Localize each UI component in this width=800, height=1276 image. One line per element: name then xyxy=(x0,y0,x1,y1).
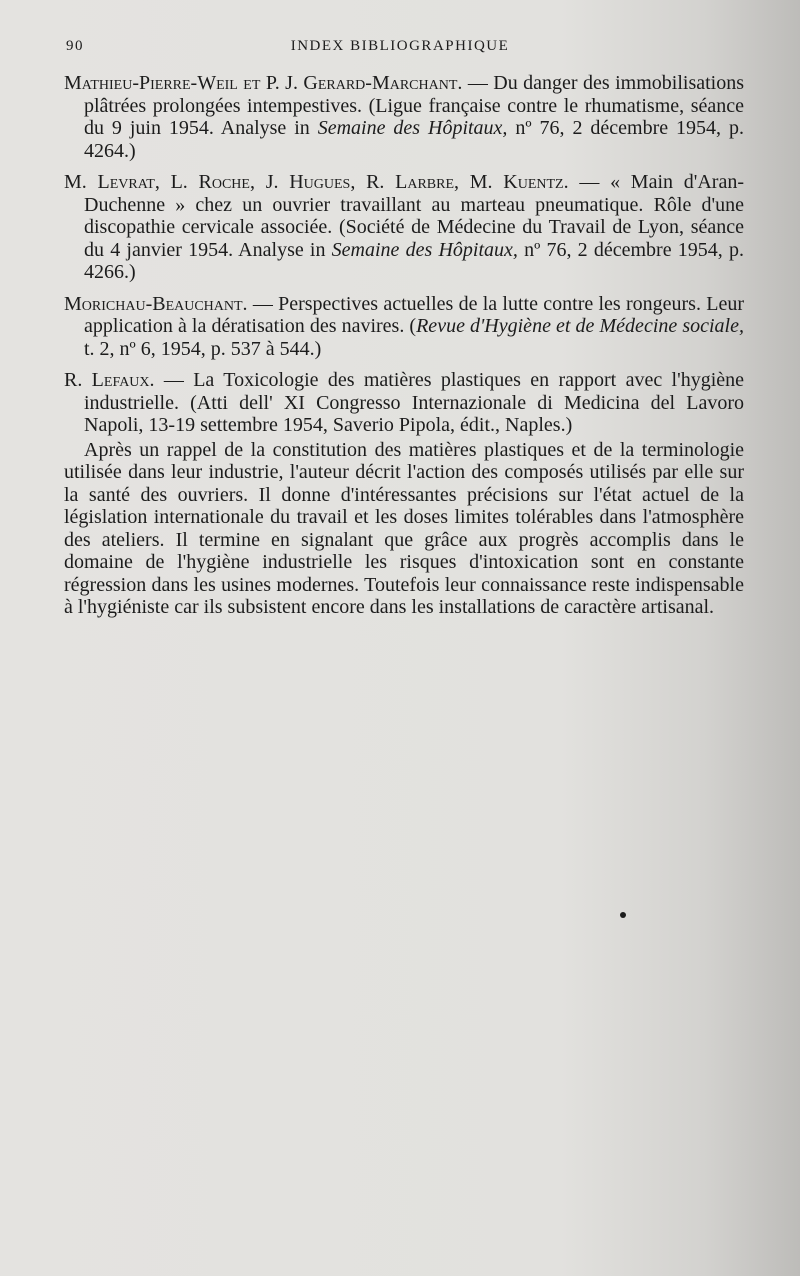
entry-reference: t. 2, nº 6, 1954, p. 537 à 544.) xyxy=(84,337,322,360)
bibliography-entry xyxy=(64,72,744,162)
entry-author: M. Levrat, L. Roche, J. Hugues, R. Larbre, M. Kuentz. xyxy=(64,171,569,193)
entry-journal: Semaine des Hôpitaux, xyxy=(331,238,518,261)
entry-text: — « Main d'Aran-Duchenne » chez un ouvrier travaillant au marteau pneumatique. Rôle d'une discopathie cervicale associée. (Société de Médecine du Travail de Lyon, séance du 4 janvier 1954. Analyse in xyxy=(84,171,744,261)
bibliography-content xyxy=(64,72,744,619)
entry-text: — Perspectives actuelles de la lutte contre les rongeurs. Leur application à la dératisation des navires. ( xyxy=(84,292,744,337)
page-number: 90 xyxy=(66,38,84,54)
entry-journal: Revue d'Hygiène et de Médecine sociale, xyxy=(416,315,744,337)
page-header xyxy=(66,38,734,60)
entry-reference: nº 76, 2 décembre 1954, p. 4266.) xyxy=(84,238,744,283)
running-title: INDEX BIBLIOGRAPHIQUE xyxy=(290,38,510,54)
bibliography-entry xyxy=(64,369,744,437)
entry-journal: Semaine des Hôpitaux, xyxy=(317,117,508,139)
ink-dot xyxy=(620,912,626,918)
entry-author: R. Lefaux. xyxy=(64,369,155,391)
entry-reference: nº 76, 2 décembre 1954, p. 4264.) xyxy=(84,117,744,162)
bibliography-entry xyxy=(64,171,744,284)
entry-text: — Du danger des immobilisations plâtrées prolongées intempestives. (Ligue française contre le rhumatisme, séance du 9 juin 1954. Analyse in xyxy=(84,72,744,139)
entry-text: — La Toxicologie des matières plastiques en rapport avec l'hygiène industrielle. (Atti dell' XI Congresso Internazionale di Medicina del Lavoro Napoli, 13-19 settembre 1954, Saverio Pipola, édit., Naples.) xyxy=(84,369,745,436)
entry-author: Morichau-Beauchant. xyxy=(64,292,248,315)
bibliography-entry xyxy=(64,293,744,361)
entry-author: Mathieu-Pierre-Weil et P. J. Gerard-Marchant. xyxy=(64,72,463,94)
entry-summary: Après un rappel de la constitution des matières plastiques et de la terminologie utilisée dans leur industrie, l'auteur décrit l'action des composés utilisés par elle sur la santé des ouvriers. Il donne d'intéressantes précisions sur l'état actuel de la législation internationale du travail et les doses limites tolérables dans l'atmosphère des ateliers. Il termine en signalant que grâce aux progrès accomplis dans le domaine de l'hygiène industrielle les risques d'intoxication sont en constante régression dans les usines modernes. Toutefois leur connaissance reste indispensable à l'hygiéniste car ils subsistent encore dans les installations de caractère artisanal. xyxy=(64,438,744,618)
